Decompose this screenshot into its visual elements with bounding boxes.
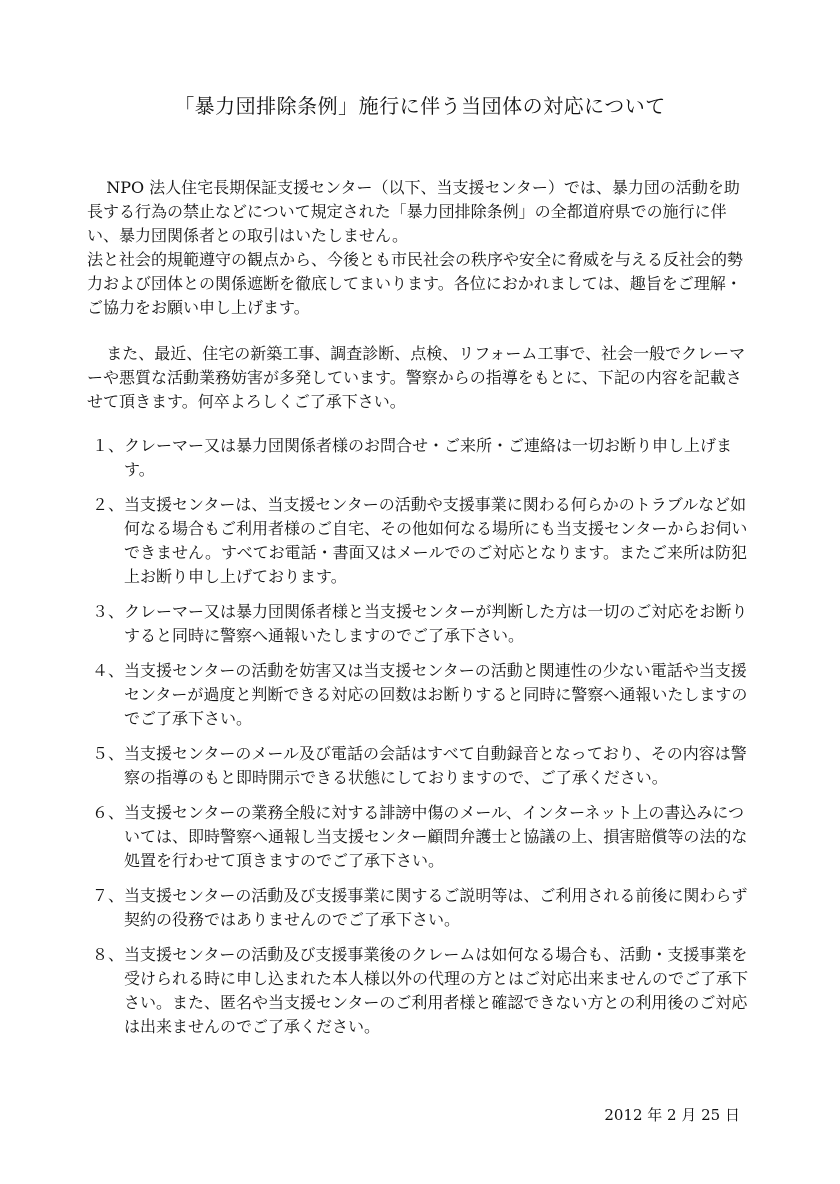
list-item-number: ６、 bbox=[92, 803, 125, 822]
list-item bbox=[92, 434, 752, 482]
list-item-text: クレーマー又は暴力団関係者様のお問合せ・ご来所・ご連絡は一切お断り申し上げます。 bbox=[124, 436, 733, 479]
list-item-number: ８、 bbox=[92, 945, 125, 964]
list-item-text: 当支援センターの活動及び支援事業に関するご説明等は、ご利用される前後に関わらず契約の役務ではありませんのでご了承下さい。 bbox=[124, 886, 748, 929]
list-item-number: １、 bbox=[92, 436, 125, 455]
list-item-text: 当支援センターの活動を妨害又は当支援センターの活動と関連性の少ない電話や当支援センターが過度と判断できる対応の回数はお断りすると同時に警察へ通報いたしますのでご了承下さい。 bbox=[124, 661, 748, 728]
rules-list bbox=[92, 434, 752, 1050]
list-item-text: 当支援センターは、当支援センターの活動や支援事業に関わる何らかのトラブルなど如何なる場合もご利用者様のご自宅、その他如何なる場所にも当支援センターからお伺いできません。すべてお電話・書面又はメールでのご対応となります。またご来所は防犯上お断り申し上げております。 bbox=[124, 495, 748, 586]
list-item-number: ７、 bbox=[92, 886, 125, 905]
list-item bbox=[92, 943, 752, 1039]
notice-paragraph: また、最近、住宅の新築工事、調査診断、点検、リフォーム工事で、社会一般でクレーマーや悪質な活動業務妨害が多発しています。警察からの指導をもとに、下記の内容を記載させて頂きます。何卒よろしくご了承下さい。 bbox=[87, 344, 746, 411]
document-title: 「暴力団排除条例」施行に伴う当団体の対応について bbox=[174, 94, 666, 118]
intro-paragraph-2: 法と社会的規範遵守の観点から、今後とも市民社会の秩序や安全に脅威を与える反社会的勢力および団体との関係遮断を徹底してまいります。各位におかれましては、趣旨をご理解・ご協力をお願い申し上げます。 bbox=[87, 250, 744, 317]
list-item-number: ４、 bbox=[92, 661, 125, 680]
list-item-text: 当支援センターのメール及び電話の会話はすべて自動録音となっており、その内容は警察の指導のもと即時開示できる状態にしておりますので、ご了承ください。 bbox=[124, 744, 747, 787]
list-item bbox=[92, 801, 752, 873]
list-item-number: ３、 bbox=[92, 602, 125, 621]
list-item-number: ５、 bbox=[92, 744, 125, 763]
list-item-text: クレーマー又は暴力団関係者様と当支援センターが判断した方は一切のご対応をお断りすると同時に警察へ通報いたしますのでご了承下さい。 bbox=[124, 602, 748, 645]
list-item bbox=[92, 659, 752, 731]
intro-section bbox=[87, 176, 747, 320]
list-item-number: ２、 bbox=[92, 495, 125, 514]
list-item bbox=[92, 884, 752, 932]
list-item-text: 当支援センターの業務全般に対する誹謗中傷のメール、インターネット上の書込みについては、即時警察へ通報し当支援センター顧問弁護士と協議の上、損害賠償等の法的な処置を行わせて頂きますのでご了承下さい。 bbox=[124, 803, 748, 870]
list-item bbox=[92, 742, 752, 790]
intro-paragraph-1: NPO 法人住宅長期保証支援センター（以下、当支援センター）では、暴力団の活動を助長する行為の禁止などについて規定された「暴力団排除条例」の全都道府県での施行に伴い、暴力団関係者との取引はいたしません。 bbox=[87, 178, 740, 245]
document-date: 2012 年 2 月 25 日 bbox=[604, 1106, 740, 1124]
list-item bbox=[92, 600, 752, 648]
list-item-text: 当支援センターの活動及び支援事業後のクレームは如何なる場合も、活動・支援事業を受けられる時に申し込まれた本人様以外の代理の方とはご対応出来ませんのでご了承下さい。また、匿名や当支援センターのご利用者様と確認できない方との利用後のご対応は出来ませんのでご了承ください。 bbox=[124, 945, 749, 1036]
list-item bbox=[92, 493, 752, 589]
notice-section bbox=[87, 342, 747, 414]
